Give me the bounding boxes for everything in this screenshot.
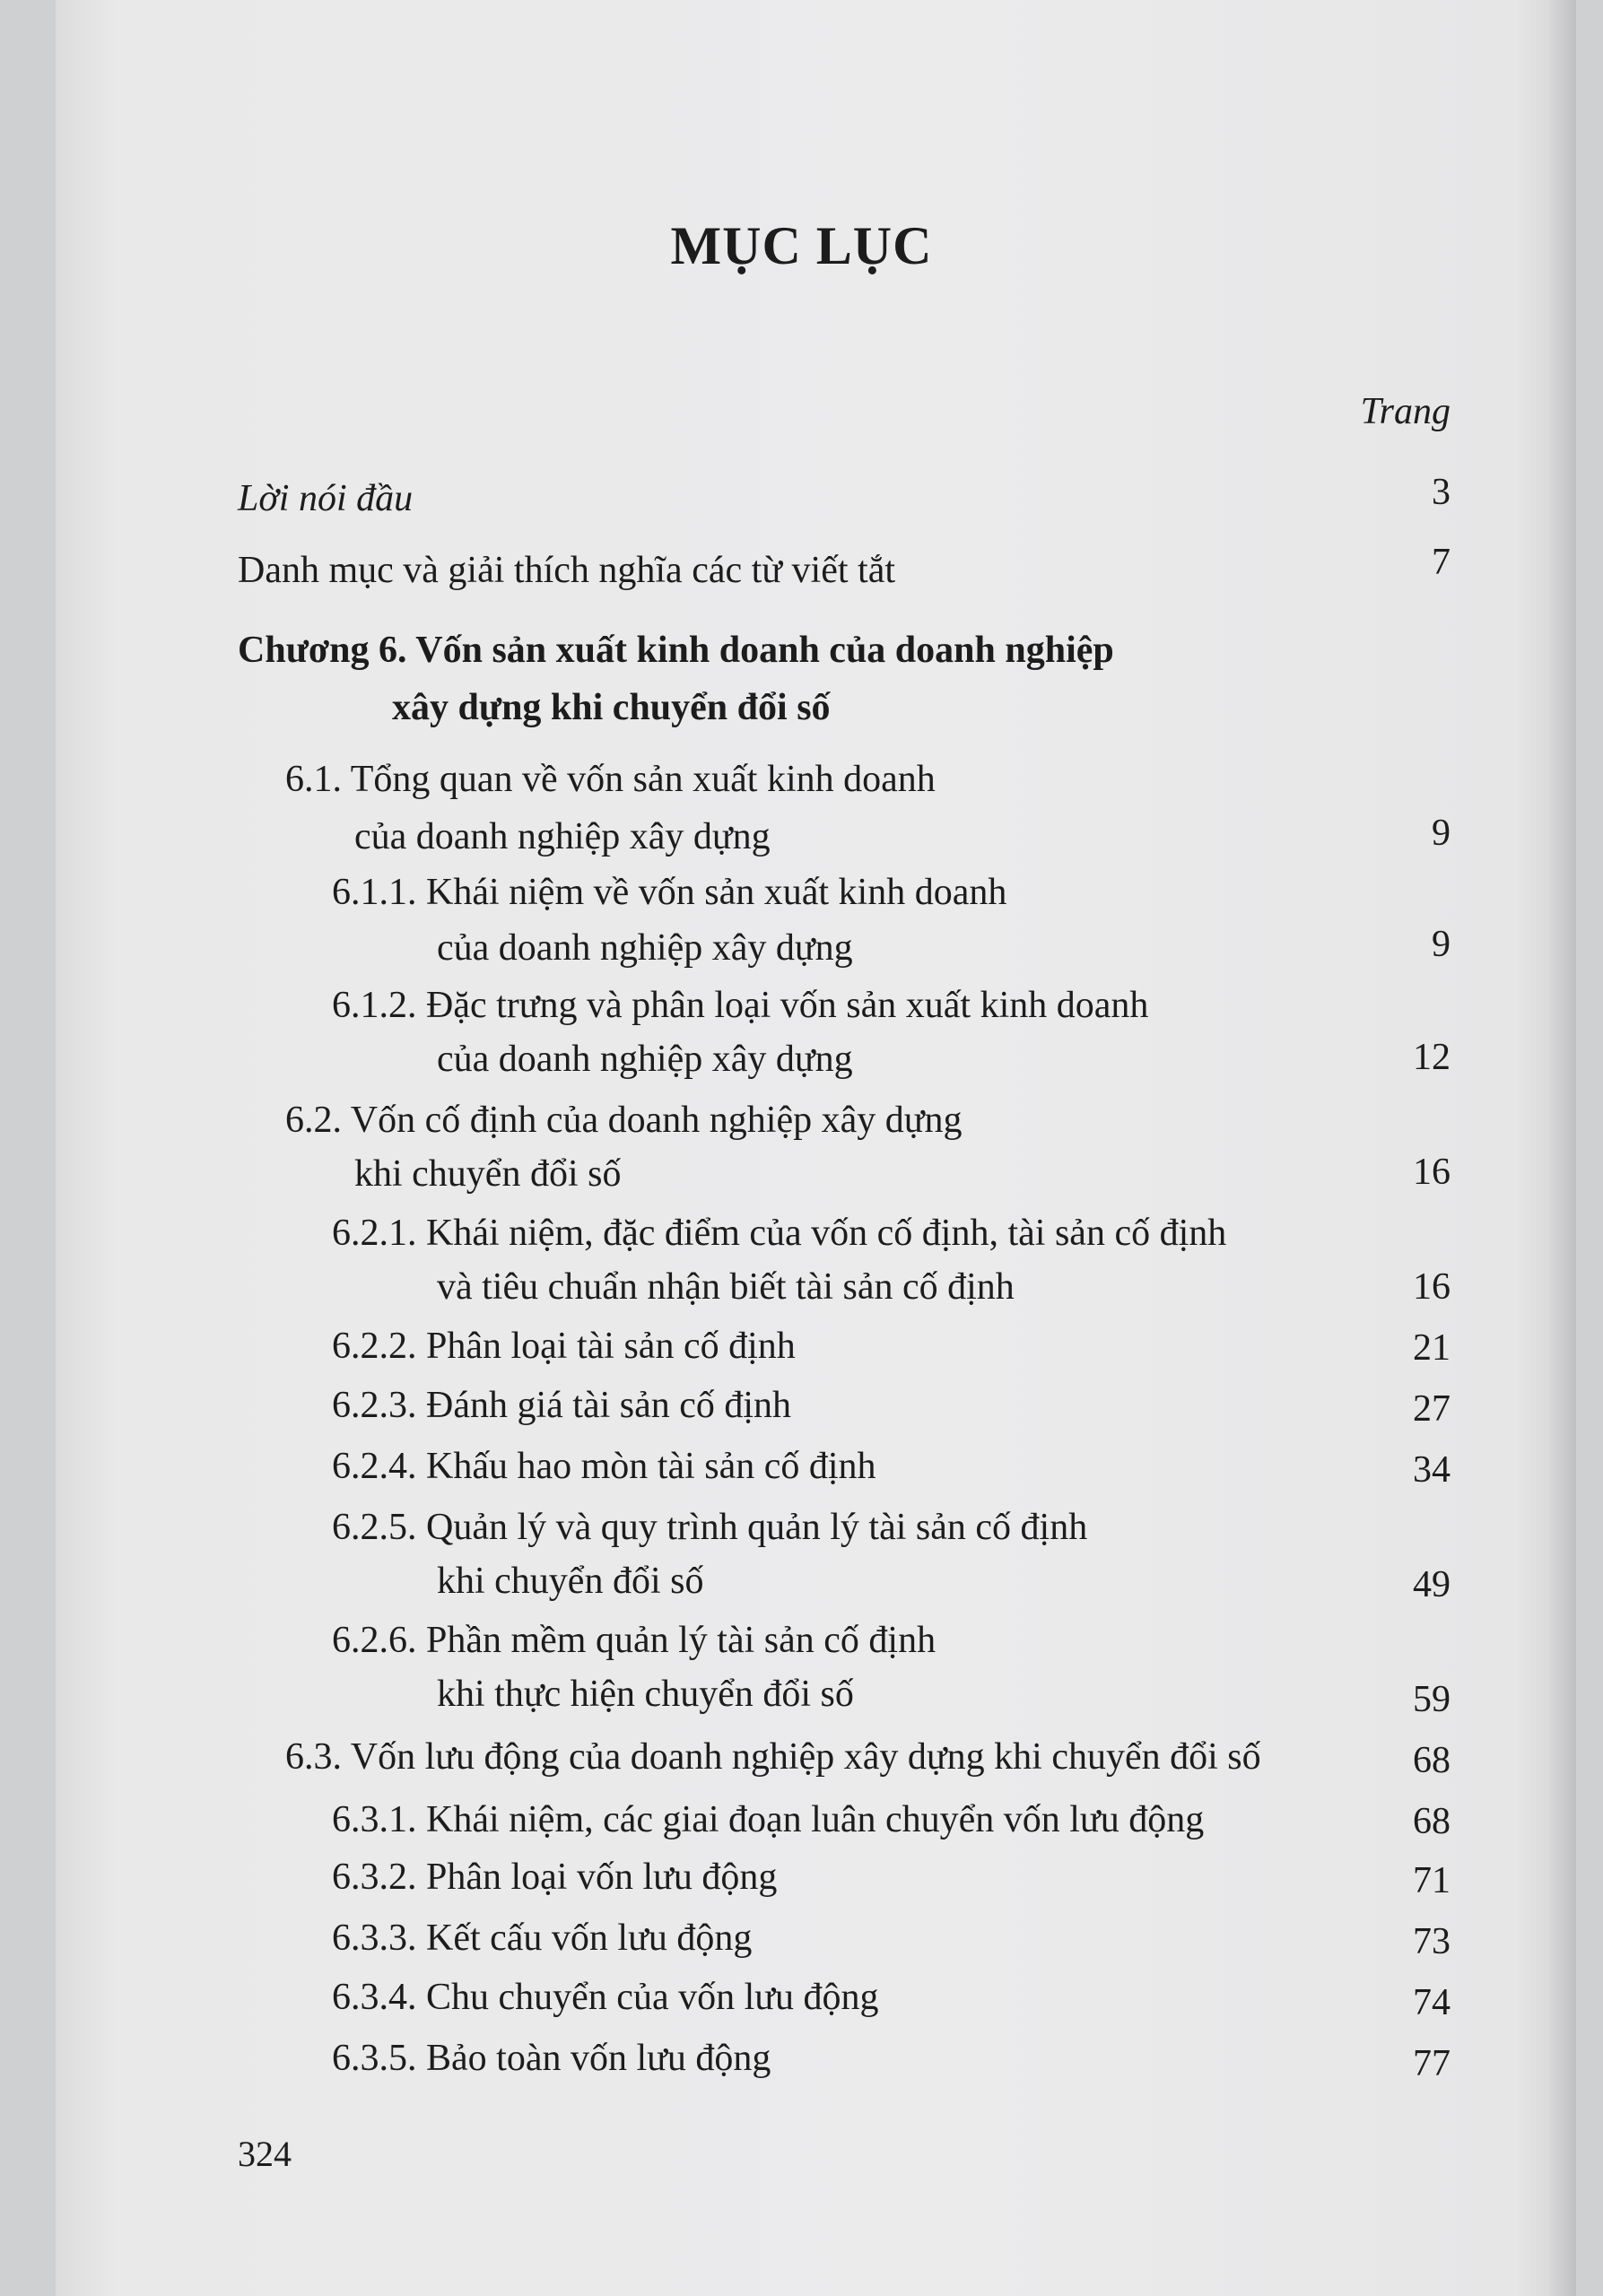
toc-entry-title: 6.3.1. Khái niệm, các giai đoạn luân chuyển vốn lưu động — [332, 1799, 1205, 1840]
toc-entry-title: khi chuyển đổi số — [354, 1153, 622, 1195]
toc-entry-title: của doanh nghiệp xây dựng — [437, 1039, 853, 1080]
toc-entry-page: 68 — [1413, 1801, 1451, 1842]
toc-entry-title: Danh mục và giải thích nghĩa các từ viết tắt — [238, 550, 896, 591]
toc-entry-page: 9 — [1432, 813, 1451, 854]
toc-entry-page: 74 — [1413, 1982, 1451, 2023]
toc-entry-title: 6.2.3. Đánh giá tài sản cố định — [332, 1385, 792, 1426]
toc-entry-page: 68 — [1413, 1740, 1451, 1781]
toc-entry-page: 21 — [1413, 1327, 1451, 1369]
toc-entry-title: 6.1. Tổng quan về vốn sản xuất kinh doanh — [285, 759, 936, 800]
toc-entry-title: khi chuyển đổi số — [437, 1561, 704, 1602]
toc-entry-title: của doanh nghiệp xây dựng — [437, 927, 853, 969]
toc-entry-page: 34 — [1413, 1449, 1451, 1491]
toc-entry-title: 6.3.2. Phân loại vốn lưu động — [332, 1857, 778, 1898]
toc-entry-page: 27 — [1413, 1388, 1451, 1430]
toc-entry-title: 6.2.6. Phần mềm quản lý tài sản cố định — [332, 1620, 937, 1661]
toc-entry-title: 6.1.2. Đặc trưng và phân loại vốn sản xuất kinh doanh — [332, 985, 1149, 1026]
toc-entry-title: 6.2.1. Khái niệm, đặc điểm của vốn cố định, tài sản cố định — [332, 1213, 1227, 1254]
toc-entry-page: 16 — [1413, 1152, 1451, 1193]
toc-entry-page: 49 — [1413, 1564, 1451, 1605]
toc-entry-title: 6.2.4. Khấu hao mòn tài sản cố định — [332, 1446, 876, 1487]
toc-entry-title: 6.3.4. Chu chuyển của vốn lưu động — [332, 1977, 879, 2018]
toc-entry-title: khi thực hiện chuyển đổi số — [437, 1674, 854, 1715]
page-number: 324 — [238, 2134, 292, 2174]
toc-entry-page: 16 — [1413, 1266, 1451, 1308]
toc-entry-title: của doanh nghiệp xây dựng — [354, 816, 771, 857]
toc-entry-title: 6.3.3. Kết cấu vốn lưu động — [332, 1918, 753, 1959]
toc-entry-page: 77 — [1413, 2043, 1451, 2084]
toc-entry-title: 6.3. Vốn lưu động của doanh nghiệp xây dựng khi chuyển đổi số — [285, 1736, 1261, 1778]
toc-entry-page: 73 — [1413, 1921, 1451, 1962]
toc-chapter-title: xây dựng khi chuyển đổi số — [392, 687, 831, 728]
toc-entry-title: 6.3.5. Bảo toàn vốn lưu động — [332, 2038, 771, 2079]
toc-entry-title: 6.2.2. Phân loại tài sản cố định — [332, 1326, 796, 1367]
toc-entry-page: 9 — [1432, 924, 1451, 965]
toc-entry-page: 12 — [1413, 1037, 1451, 1078]
book-page — [56, 0, 1576, 2296]
toc-entry-title: và tiêu chuẩn nhận biết tài sản cố định — [437, 1266, 1015, 1308]
toc-entry-page: 71 — [1413, 1860, 1451, 1901]
page-edge-shadow — [1549, 0, 1576, 2296]
toc-entry-title: 6.1.1. Khái niệm về vốn sản xuất kinh doanh — [332, 872, 1007, 913]
toc-entry-title: Lời nói đầu — [238, 478, 414, 519]
page-column-label: Trang — [1360, 391, 1451, 432]
toc-chapter-title: Chương 6. Vốn sản xuất kinh doanh của doanh nghiệp — [238, 630, 1114, 671]
toc-entry-title: 6.2.5. Quản lý và quy trình quản lý tài sản cố định — [332, 1507, 1088, 1548]
toc-entry-page: 59 — [1413, 1679, 1451, 1720]
toc-entry-page: 3 — [1432, 472, 1451, 513]
toc-entry-title: 6.2. Vốn cố định của doanh nghiệp xây dựng — [285, 1100, 963, 1141]
toc-entry-page: 7 — [1432, 542, 1451, 583]
page-title: MỤC LỤC — [670, 216, 933, 275]
